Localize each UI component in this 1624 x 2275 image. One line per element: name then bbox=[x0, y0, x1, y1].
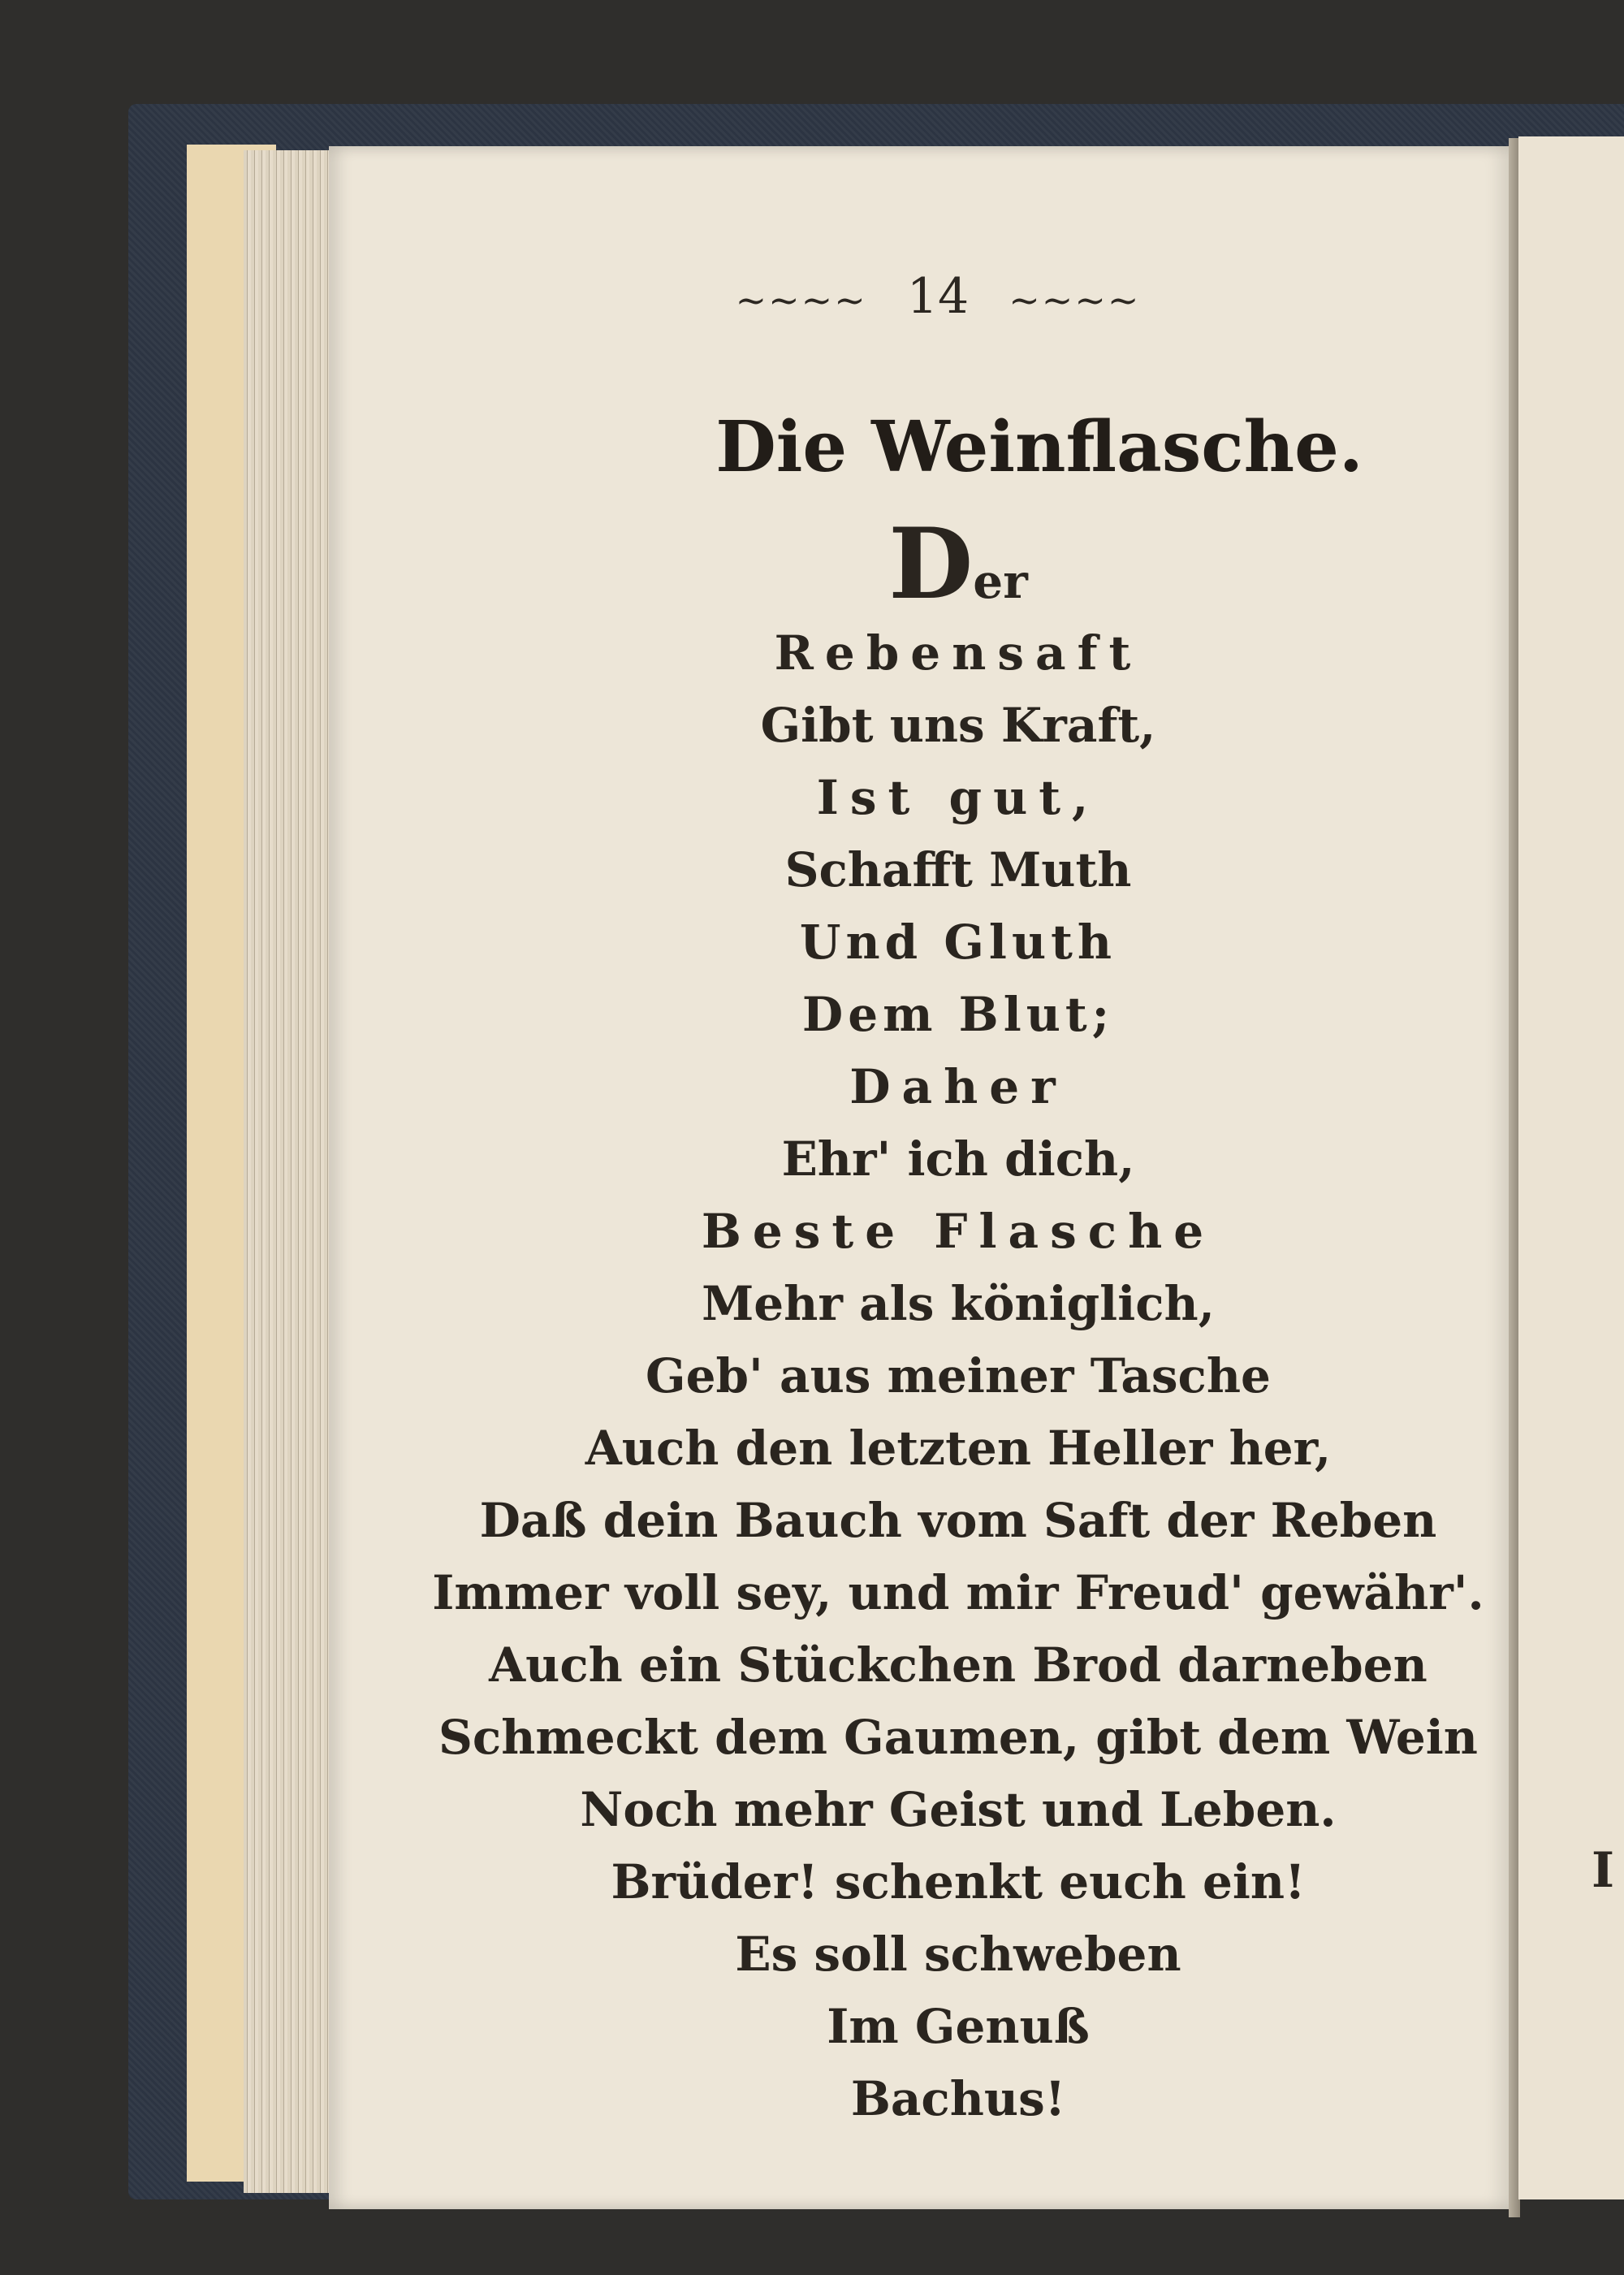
poem-first-line bbox=[410, 507, 1506, 621]
poem-line: Und Gluth bbox=[799, 915, 1117, 970]
drop-cap: D bbox=[888, 507, 974, 621]
facing-page bbox=[1518, 136, 1624, 2199]
page-number: 14 bbox=[906, 268, 970, 325]
page-header bbox=[735, 268, 1141, 325]
poem-line: Gibt uns Kraft, bbox=[760, 698, 1156, 753]
poem-line: Immer voll sey, und mir Freud' gewähr'. bbox=[432, 1565, 1484, 1620]
poem-line: Brüder! schenkt euch ein! bbox=[611, 1854, 1306, 1910]
page-edges bbox=[244, 150, 341, 2193]
first-word-rest: er bbox=[973, 554, 1028, 609]
poem-line: Auch den letzten Heller her, bbox=[585, 1421, 1332, 1476]
poem-line: Ist gut, bbox=[816, 770, 1100, 825]
poem-line: Daß dein Bauch vom Saft der Reben bbox=[479, 1493, 1437, 1548]
poem-line: Schmeckt dem Gaumen, gibt dem Wein bbox=[438, 1710, 1478, 1765]
poem-line: Auch ein Stückchen Brod darneben bbox=[489, 1637, 1427, 1693]
poem-line: Geb' aus meiner Tasche bbox=[646, 1348, 1271, 1403]
poem-line: Beste Flasche bbox=[701, 1204, 1216, 1259]
poem-title: Die Weinflasche. bbox=[715, 406, 1363, 488]
poem-line: Daher bbox=[849, 1059, 1067, 1114]
poem-body bbox=[410, 507, 1506, 2135]
poem-line: Rebensaft bbox=[774, 625, 1142, 681]
poem-line: Mehr als königlich, bbox=[702, 1276, 1215, 1331]
poem-line: Im Genuß bbox=[827, 1999, 1090, 2054]
poem-line: Es soll schweben bbox=[735, 1927, 1181, 1982]
facing-page-mark: I bbox=[1592, 1842, 1615, 1899]
poem-line: Schafft Muth bbox=[784, 842, 1132, 897]
poem-line: Noch mehr Geist und Leben. bbox=[580, 1782, 1337, 1837]
poem-line: Bachus! bbox=[850, 2071, 1066, 2126]
poem-line: Dem Blut; bbox=[801, 987, 1115, 1042]
poem-line: Ehr' ich dich, bbox=[781, 1131, 1135, 1187]
header-ornament-right: ~~~~ bbox=[1009, 278, 1141, 322]
header-ornament-left: ~~~~ bbox=[735, 278, 867, 322]
